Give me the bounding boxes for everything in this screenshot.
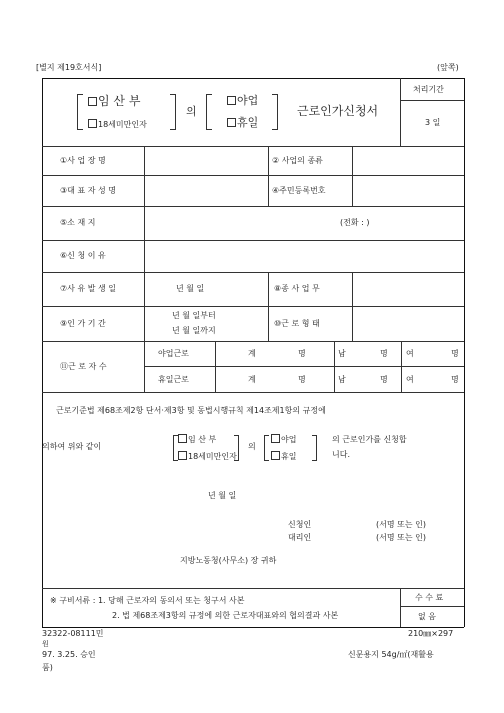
form-code-sub: 원	[42, 640, 49, 648]
col-line	[144, 146, 145, 392]
row-line	[144, 366, 464, 367]
checkbox-statement-pregnant[interactable]	[178, 434, 187, 443]
checkbox-statement-holiday[interactable]	[271, 451, 280, 460]
statement-line-2-suffix: 의 근로인가를 신청합	[332, 435, 407, 444]
fee-divider	[400, 588, 401, 627]
label-representative: ③대 표 자 성 명	[60, 186, 116, 195]
form-title: 근로인가신청서	[297, 104, 379, 118]
paper-type: 신문용지 54g/㎡(재활용	[348, 650, 434, 659]
statement-option-minor: 18세미만인자	[178, 451, 237, 461]
col-line	[352, 272, 353, 341]
label-engaged-work: ⑧종 사 업 무	[274, 284, 320, 293]
processing-period-label: 처리기간	[413, 85, 444, 94]
holiday-female-label: 여	[406, 375, 414, 384]
processing-period-value: 3 일	[425, 118, 441, 127]
night-female-unit: 명	[451, 349, 459, 358]
statement-bracket-right-2	[312, 435, 317, 461]
checkbox-holiday[interactable]	[227, 118, 236, 127]
col-line	[268, 272, 269, 341]
required-docs-2: 2. 법 제68조제3항의 규정에 의한 근로자대표와의 협의결과 사본	[112, 611, 339, 620]
required-docs-1: ※ 구비서류 : 1. 당해 근로자의 동의서 또는 청구서 사본	[50, 596, 245, 605]
statement-line-3-suffix: 니다.	[332, 450, 350, 459]
label-company-name: ①사 업 장 명	[60, 156, 106, 165]
application-date[interactable]: 년 월 일	[208, 491, 237, 500]
statement-line-1: 근로기준법 제68조제2항 단서·제3항 및 동법시행규칙 제14조제1항의 규정에	[56, 406, 326, 415]
night-male-label: 남	[338, 349, 346, 358]
col-line	[352, 146, 353, 206]
row-line	[42, 306, 464, 307]
holiday-total-label: 계	[248, 375, 256, 384]
fee-divider-h	[400, 606, 464, 607]
page-side-label: (앞쪽)	[437, 63, 459, 72]
statement-connector: 의	[248, 442, 256, 451]
fee-label: 수 수 료	[415, 593, 444, 602]
table-bottom-border	[42, 627, 464, 628]
row-line	[42, 206, 464, 207]
holiday-total-unit: 명	[298, 375, 306, 384]
holiday-female-unit: 명	[451, 375, 459, 384]
night-total-label: 계	[248, 349, 256, 358]
col-line	[334, 341, 335, 392]
title-bracket-left-2	[206, 94, 212, 130]
col-line	[401, 341, 402, 392]
label-reason: ⑥신 청 이 유	[60, 251, 106, 260]
holiday-male-unit: 명	[380, 375, 388, 384]
agent-label: 대리인	[288, 533, 312, 542]
title-bracket-left	[77, 94, 83, 130]
label-night-work: 야업근로	[158, 349, 189, 358]
statement-option-holiday: 휴일	[271, 451, 296, 461]
checkbox-minor[interactable]	[88, 119, 97, 128]
checkbox-pregnant[interactable]	[88, 97, 97, 106]
checkbox-statement-night[interactable]	[271, 434, 280, 443]
row-line	[42, 146, 464, 147]
title-option-pregnant: 임 산 부	[88, 95, 140, 107]
fee-value: 없 음	[418, 612, 436, 621]
period-to-field[interactable]: 년 월 일까지	[172, 326, 216, 335]
night-female-label: 여	[406, 349, 414, 358]
paper-size: 210㎜×297	[408, 629, 454, 638]
applicant-label: 신청인	[288, 520, 312, 529]
agent-sign[interactable]: (서명 또는 인)	[376, 533, 426, 542]
approval-date: 97. 3.25. 승인	[42, 650, 96, 659]
period-divider	[400, 100, 464, 101]
label-business-type: ② 사업의 종류	[272, 156, 323, 165]
night-male-unit: 명	[380, 349, 388, 358]
title-option-minor: 18세미만인자	[88, 119, 147, 129]
phone-field[interactable]: (전화 : )	[340, 218, 370, 227]
addressee: 지방노동청(사무소) 장 귀하	[180, 556, 277, 565]
checkbox-night[interactable]	[227, 96, 236, 105]
checkbox-statement-minor[interactable]	[178, 451, 187, 460]
paper-type-end: 품)	[42, 663, 53, 672]
title-option-holiday: 휴일	[227, 117, 258, 128]
holiday-male-label: 남	[338, 375, 346, 384]
label-approval-period: ⑨인 가 기 간	[60, 319, 106, 328]
title-bracket-right-2	[272, 94, 278, 130]
form-number: [별지 제19호서식]	[36, 63, 102, 72]
statement-bracket-right	[234, 435, 239, 461]
occur-date-field[interactable]: 년 월 일	[176, 284, 205, 293]
label-workers: ⑪근 로 자 수	[60, 362, 107, 371]
col-line	[215, 341, 216, 392]
table-right-border	[464, 78, 465, 627]
title-option-night: 야업	[227, 95, 258, 106]
statement-option-pregnant: 임 산 부	[178, 434, 216, 444]
row-line	[42, 175, 464, 176]
period-from-field[interactable]: 년 월 일부터	[172, 311, 216, 320]
statement-line-2-prefix: 의하여 위와 같이	[42, 442, 102, 451]
row-line	[42, 272, 464, 273]
title-connector: 의	[186, 105, 197, 118]
row-line	[42, 392, 464, 393]
table-left-border	[42, 78, 43, 627]
statement-option-night: 야업	[271, 434, 296, 444]
title-divider	[400, 78, 401, 146]
col-line	[268, 146, 269, 206]
title-bracket-right	[170, 94, 176, 130]
night-total-unit: 명	[298, 349, 306, 358]
statement-bracket-left-2	[264, 435, 269, 461]
applicant-sign[interactable]: (서명 또는 인)	[376, 520, 426, 529]
label-occur-date: ⑦사 유 발 생 일	[60, 284, 116, 293]
form-code: 32322-08111민	[42, 629, 104, 638]
label-work-type: ⑩근 로 형 태	[274, 319, 320, 328]
label-address: ⑤소 재 지	[60, 218, 96, 227]
label-resident-no: ④주민등록번호	[272, 186, 326, 195]
row-line	[42, 240, 464, 241]
label-holiday-work: 휴일근로	[158, 375, 189, 384]
